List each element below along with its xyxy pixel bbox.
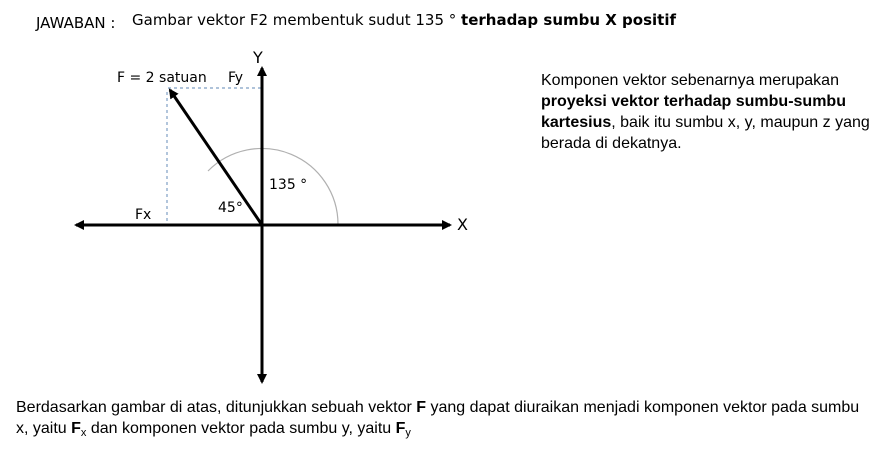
bottom-text-bold-f: F [416,399,427,416]
header-label: JAWABAN : [36,14,116,32]
header-statement-bold: terhadap sumbu X positif [461,11,677,29]
side-explanation [541,70,876,154]
bottom-text-2: yang dapat diuraikan menjadi komponen vektor pada sumbu x, yaitu [16,399,860,437]
x-axis-label: X [457,215,468,234]
fx-label: Fx [135,207,152,223]
bottom-explanation [16,397,876,439]
angle-135-label: 135 ° [269,177,308,193]
vector-f [170,90,262,225]
fx-symbol: F [71,420,81,437]
bottom-text-1: Berdasarkan gambar di atas, ditunjukkan sebuah vektor [16,399,417,416]
side-text-2: , baik itu sumbu x, y, maupun z yang berada di dekatnya. [541,114,870,152]
fx-subscript: x [80,427,87,439]
angle-45-label: 45° [218,200,243,216]
y-axis-label: Y [253,48,263,67]
bottom-text-3: dan komponen vektor pada sumbu y, yaitu [86,420,396,437]
header-statement-normal: Gambar vektor F2 membentuk sudut 135 ° [132,11,462,29]
side-text-bold: proyeksi vektor terhadap sumbu-sumbu kartesius [541,93,846,131]
fy-symbol: F [395,420,406,437]
fy-subscript: y [405,427,411,439]
vector-label: F = 2 satuan [117,70,207,86]
fy-label: Fy [228,70,244,86]
side-text-1: Komponen vektor sebenarnya merupakan [541,72,839,89]
